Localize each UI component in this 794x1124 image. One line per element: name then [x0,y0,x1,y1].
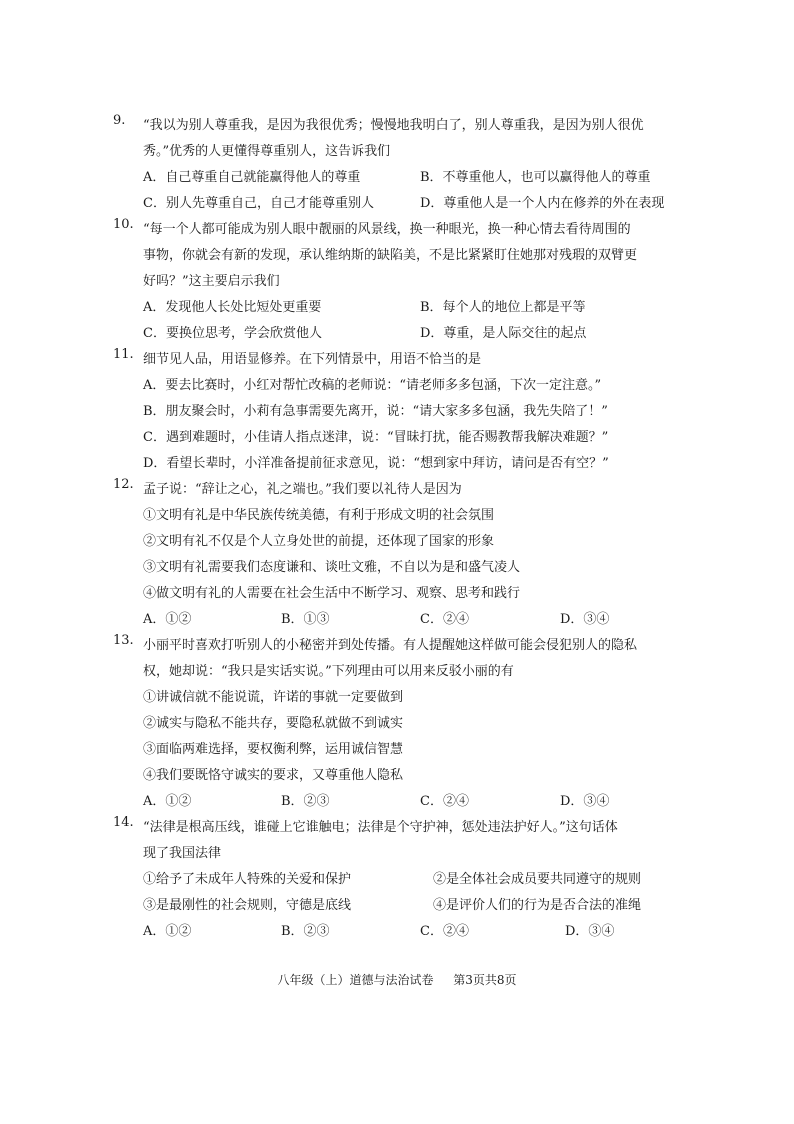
question-12 [113,477,693,633]
question-stem: “每一个人都可能成为别人眼中靓丽的风景线，换一种眼光，换一种心情去看待周围的 [143,222,631,237]
option-c: C．别人先尊重自己，自己才能尊重别人 [143,196,374,211]
question-11 [113,347,693,477]
option-c: C．要换位思考，学会欣赏他人 [143,326,322,341]
options-row [113,191,693,217]
options-row [113,321,693,347]
option-b: B．②③ [281,794,330,809]
option-b: B．朋友聚会时，小莉有急事需要先离开，说：“请大家多多包涵，我先失陪了！” [143,404,608,419]
question-stem: “法律是根高压线，谁碰上它谁触电；法律是个守护神，惩处违法护好人。”这句话体 [143,820,618,835]
option-a: A．①② [143,612,192,627]
question-10 [113,217,693,347]
option-b: B．②③ [281,924,330,939]
question-9 [113,113,693,217]
question-stem: 权，她却说：“我只是实话实说。”下列理由可以用来反驳小丽的有 [143,664,514,679]
options-row [113,919,693,945]
option-b: B．①③ [281,612,330,627]
option-c: C．遇到难题时，小佳请人指点迷津，说：“冒昧打扰，能否赐教帮我解决难题？” [143,430,609,445]
option-a: A．要去比赛时，小红对帮忙改稿的老师说：“请老师多多包涵，下次一定注意。” [143,378,602,393]
option-d: D．③④ [560,794,610,809]
option-d: D．看望长辈时，小洋准备提前征求意见，说：“想到家中拜访，请问是否有空？” [143,456,609,471]
options-row [113,165,693,191]
question-stem: 细节见人品，用语显修养。在下列情景中，用语不恰当的是 [143,352,482,367]
option-c: C．②④ [420,612,469,627]
option-d: D．③④ [560,612,610,627]
question-13 [113,633,693,815]
options-row [113,789,693,815]
question-stem: “我以为别人尊重我，是因为我很优秀；慢慢地我明白了，别人尊重我，是因为别人很优 [143,118,644,133]
question-stem: 现了我国法律 [143,846,222,861]
question-stem: 好吗？”这主要启示我们 [143,274,280,289]
question-number: 9. [113,113,126,128]
statement: ②文明有礼不仅是个人立身处世的前提，还体现了国家的形象 [143,534,495,549]
options-row [113,295,693,321]
statements-row [113,893,693,919]
question-number: 10. [113,217,134,232]
statement: ③是最刚性的社会规则，守德是底线 [143,898,352,913]
statement: ②是全体社会成员要共同遵守的规则 [433,872,642,887]
question-number: 14. [113,815,134,830]
option-d: D．③④ [565,924,615,939]
question-stem: 孟子说：“辞让之心，礼之端也。”我们要以礼待人是因为 [143,482,462,497]
options-row [113,607,693,633]
statement: ③文明有礼需要我们态度谦和、谈吐文雅，不自以为是和盛气凌人 [143,560,521,575]
question-number: 11. [113,347,134,362]
statement: ④做文明有礼的人需要在社会生活中不断学习、观察、思考和践行 [143,586,521,601]
option-a: A．①② [143,794,192,809]
statement: ②诚实与隐私不能共存，要隐私就做不到诚实 [143,716,404,731]
statement: ④我们要既恪守诚实的要求，又尊重他人隐私 [143,768,404,783]
question-stem: 秀。”优秀的人更懂得尊重别人，这告诉我们 [143,144,391,159]
statement: ③面临两难选择，要权衡利弊，运用诚信智慧 [143,742,404,757]
question-number: 13. [113,633,134,648]
option-a: A．自己尊重自己就能赢得他人的尊重 [143,170,361,185]
option-c: C．②④ [420,924,469,939]
page-number: 第3页共8页 [453,973,517,987]
option-a: A．①② [143,924,192,939]
statement: ①文明有礼是中华民族传统美德，有利于形成文明的社会氛围 [143,508,495,523]
option-b: B．每个人的地位上都是平等 [420,300,586,315]
statement: ①给予了未成年人特殊的关爱和保护 [143,872,352,887]
question-number: 12. [113,477,134,492]
option-c: C．②④ [420,794,469,809]
question-14 [113,815,693,945]
option-d: D．尊重他人是一个人内在修养的外在表现 [420,196,665,211]
statement: ①讲诚信就不能说谎，许诺的事就一定要做到 [143,690,404,705]
page-footer [0,970,794,990]
statements-row [113,867,693,893]
option-a: A．发现他人长处比短处更重要 [143,300,322,315]
question-stem: 小丽平时喜欢打听别人的小秘密并到处传播。有人提醒她这样做可能会侵犯别人的隐私 [143,638,638,653]
exam-title: 八年级（上）道德与法治试卷 [277,973,434,987]
question-stem: 事物，你就会有新的发现，承认维纳斯的缺陷美，不是比紧紧盯住她那对残瑕的双臂更 [143,248,638,263]
option-b: B．不尊重他人，也可以赢得他人的尊重 [420,170,651,185]
statement: ④是评价人们的行为是否合法的准绳 [433,898,642,913]
option-d: D．尊重，是人际交往的起点 [420,326,587,341]
